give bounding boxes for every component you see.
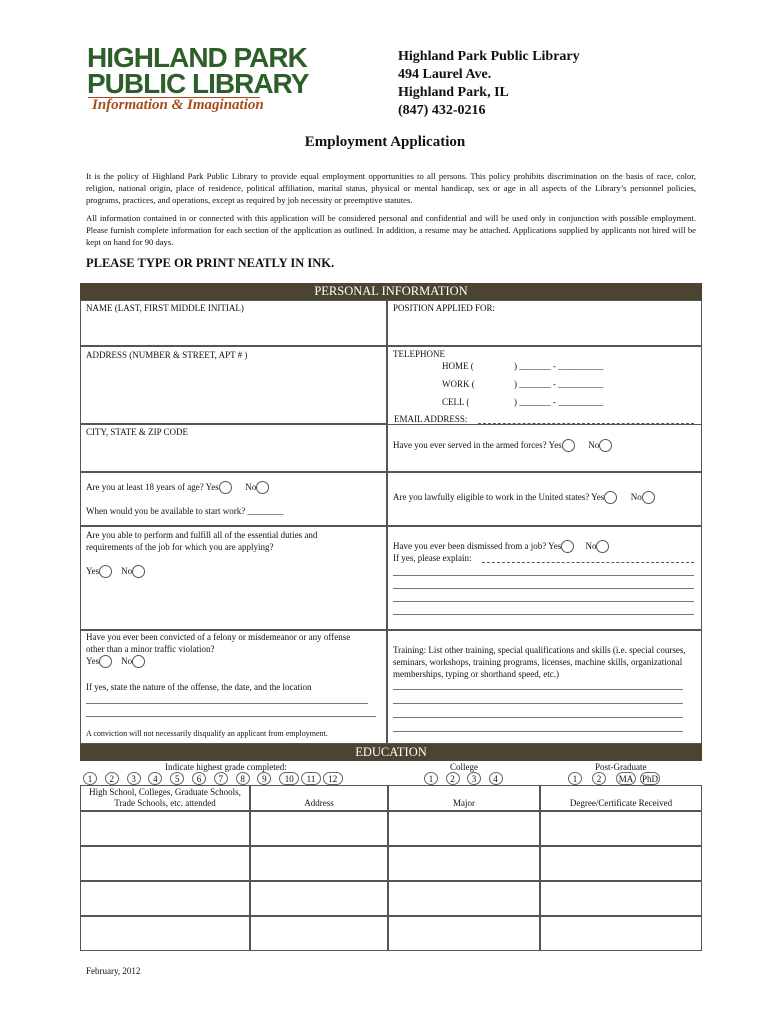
cell-label: CELL (	[442, 397, 470, 407]
training-line-2[interactable]	[393, 703, 683, 704]
city-label: CITY, STATE & ZIP CODE	[86, 427, 189, 437]
age-question-text: Are you at least 18 years of age?	[86, 482, 204, 492]
duties-no-radio[interactable]	[132, 565, 145, 578]
postgrad-phd[interactable]: PhD	[641, 774, 658, 784]
email-field[interactable]	[478, 423, 694, 424]
grade-1[interactable]: 1	[83, 772, 97, 785]
col-major-label: Major	[453, 798, 475, 808]
age-yes-label: Yes	[205, 482, 219, 492]
dismissed-no-radio[interactable]	[596, 540, 609, 553]
eligible-no-radio[interactable]	[642, 491, 655, 504]
grade-12[interactable]: 12	[323, 772, 343, 785]
explain-line-4[interactable]	[393, 601, 694, 602]
grade-2[interactable]: 2	[105, 772, 119, 785]
duties-no-label: No	[121, 566, 133, 576]
edu-row-4-school[interactable]	[80, 916, 250, 951]
grade-3[interactable]: 3	[127, 772, 141, 785]
duties-yes-label: Yes	[86, 566, 100, 576]
postgrad-1[interactable]: 1	[568, 772, 582, 785]
college-year-3[interactable]: 3	[467, 772, 481, 785]
felony-yes-radio[interactable]	[99, 655, 112, 668]
dismissed-no-label: No	[585, 541, 597, 551]
policy-paragraph: It is the policy of Highland Park Public Library to provide equal employment opportunities to all persons. This policy prohibits discrimination on the basis of race, color, religion, national origin, place of residence, political affiliation, marital status, physical or mental handicap, sex or age in all aspects of the Library’s personnel policies, programs, practices, and operations, except as required by job necessity or preemptive statutes.	[86, 171, 696, 205]
edu-row-3-major[interactable]	[388, 881, 540, 916]
grade-11[interactable]: 11	[301, 772, 321, 785]
instruction: PLEASE TYPE OR PRINT NEATLY IN INK.	[86, 256, 335, 270]
edu-row-1-major[interactable]	[388, 811, 540, 846]
logo-line1: HIGHLAND PARK	[87, 42, 307, 73]
armed-question	[393, 439, 612, 452]
position-label: POSITION APPLIED FOR:	[393, 303, 496, 313]
college-year-4[interactable]: 4	[489, 772, 503, 785]
library-city: Highland Park, IL	[398, 85, 509, 100]
eligible-no-label: No	[630, 492, 642, 502]
age-no-label: No	[245, 482, 257, 492]
telephone-label: TELEPHONE	[393, 349, 445, 359]
duties-answer	[86, 565, 145, 578]
college-year-1[interactable]: 1	[424, 772, 438, 785]
col-school-label: High School, Colleges, Graduate Schools, Trade Schools, etc. attended	[89, 787, 241, 808]
duties-question: Are you able to perform and fulfill all of the essential duties and requirements of the job for which you are applying?	[86, 530, 318, 552]
library-phone: (847) 432-0216	[398, 103, 486, 118]
edu-row-2-address[interactable]	[250, 846, 388, 881]
postgrad-ma[interactable]: MA	[616, 772, 636, 785]
eligible-yes-radio[interactable]	[604, 491, 617, 504]
explain-line-3[interactable]	[393, 588, 694, 589]
postgrad-2[interactable]: 2	[592, 772, 606, 785]
grade-7[interactable]: 7	[214, 772, 228, 785]
eligible-yes-label: Yes	[591, 492, 605, 502]
training-line-4[interactable]	[393, 731, 683, 732]
email-label: EMAIL ADDRESS:	[394, 414, 468, 424]
page-title: Employment Application	[304, 134, 466, 150]
training-label: Training: List other training, special qualifications and skills (i.e. special courses, seminars, workshops, training programs, licenses, machine skills, organizational memberships, typing or shorthand speed, etc.)	[393, 645, 686, 679]
edu-row-3-school[interactable]	[80, 881, 250, 916]
cell-phone-field[interactable]: ) _______ - __________	[514, 397, 604, 407]
dismissed-question-text: Have you ever been dismissed from a job?	[393, 541, 547, 551]
felony-no-radio[interactable]	[132, 655, 145, 668]
edu-row-3-address[interactable]	[250, 881, 388, 916]
logo-tagline: Information & Imagination	[92, 97, 264, 113]
grade-5[interactable]: 5	[170, 772, 184, 785]
edu-row-2-school[interactable]	[80, 846, 250, 881]
confidential-paragraph: All information contained in or connected with this application will be considered personal and confidential and will be used only in conjunction with possible employment. Please furnish complete information for each section of the application as outlined. In addition, a resume may be attached. Applications supplied by applicants not hired will be kept on hand for 90 days.	[86, 213, 696, 247]
edu-row-4-degree[interactable]	[540, 916, 702, 951]
felony-yes-label: Yes	[86, 656, 100, 666]
dismissed-yes-label: Yes	[548, 541, 562, 551]
armed-no-radio[interactable]	[599, 439, 612, 452]
duties-yes-radio[interactable]	[99, 565, 112, 578]
edu-row-1-school[interactable]	[80, 811, 250, 846]
footer-date: February, 2012	[86, 966, 141, 976]
age-question	[86, 481, 269, 494]
felony-no-label: No	[121, 656, 133, 666]
felony-question: Have you ever been convicted of a felony or misdemeanor or any offense other than a minor traffic violation?	[86, 632, 351, 654]
work-phone-field[interactable]: ) _______ - __________	[514, 379, 604, 389]
offense-line-2[interactable]	[86, 716, 376, 717]
training-line-3[interactable]	[393, 717, 683, 718]
offense-label: If yes, state the nature of the offense, the date, and the location	[86, 682, 312, 692]
edu-row-4-address[interactable]	[250, 916, 388, 951]
age-no-radio[interactable]	[256, 481, 269, 494]
address-block	[398, 48, 580, 120]
conviction-note: A conviction will not necessarily disqualify an applicant from employment.	[86, 729, 328, 738]
edu-row-3-degree[interactable]	[540, 881, 702, 916]
home-label: HOME (	[442, 361, 474, 371]
edu-row-2-degree[interactable]	[540, 846, 702, 881]
library-street: 494 Laurel Ave.	[398, 67, 492, 82]
edu-row-4-major[interactable]	[388, 916, 540, 951]
dismissed-yes-radio[interactable]	[561, 540, 574, 553]
col-address-label: Address	[304, 798, 334, 808]
age-yes-radio[interactable]	[219, 481, 232, 494]
grade-9[interactable]: 9	[257, 772, 271, 785]
explain-line-1[interactable]	[482, 562, 694, 563]
felony-answer	[86, 655, 145, 668]
grade-10[interactable]: 10	[279, 772, 299, 785]
college-label: College	[450, 762, 478, 772]
personal-info-header: PERSONAL INFORMATION	[80, 283, 702, 300]
education-header: EDUCATION	[80, 744, 702, 761]
armed-no-label: No	[588, 440, 600, 450]
college-year-2[interactable]: 2	[446, 772, 460, 785]
explain-line-2[interactable]	[393, 575, 694, 576]
col-degree-label: Degree/Certificate Received	[569, 798, 673, 808]
offense-line-1[interactable]	[86, 703, 368, 704]
library-name: Highland Park Public Library	[398, 49, 580, 64]
grade-6[interactable]: 6	[192, 772, 206, 785]
explain-line-5[interactable]	[393, 614, 694, 615]
armed-yes-label: Yes	[548, 440, 562, 450]
postgrad-label: Post-Graduate	[595, 762, 647, 772]
explain-label: If yes, please explain:	[393, 553, 472, 563]
edu-row-1-degree[interactable]	[540, 811, 702, 846]
address-label: ADDRESS (NUMBER & STREET, APT # )	[86, 350, 248, 360]
start-question[interactable]: When would you be available to start work? ________	[86, 506, 284, 516]
training-line-1[interactable]	[393, 689, 683, 690]
grade-4[interactable]: 4	[148, 772, 162, 785]
home-phone-field[interactable]: ) _______ - __________	[514, 361, 604, 371]
eligible-question	[393, 491, 655, 504]
armed-question-text: Have you ever served in the armed forces?	[393, 440, 547, 450]
edu-row-2-major[interactable]	[388, 846, 540, 881]
logo-line2: PUBLIC LIBRARY	[87, 68, 309, 99]
grade-label: Indicate highest grade completed:	[165, 762, 287, 772]
edu-row-1-address[interactable]	[250, 811, 388, 846]
work-label: WORK (	[442, 379, 475, 389]
grade-8[interactable]: 8	[236, 772, 250, 785]
armed-yes-radio[interactable]	[562, 439, 575, 452]
name-label: NAME (LAST, FIRST MIDDLE INITIAL)	[86, 303, 244, 313]
eligible-question-text: Are you lawfully eligible to work in the United states?	[393, 492, 590, 502]
